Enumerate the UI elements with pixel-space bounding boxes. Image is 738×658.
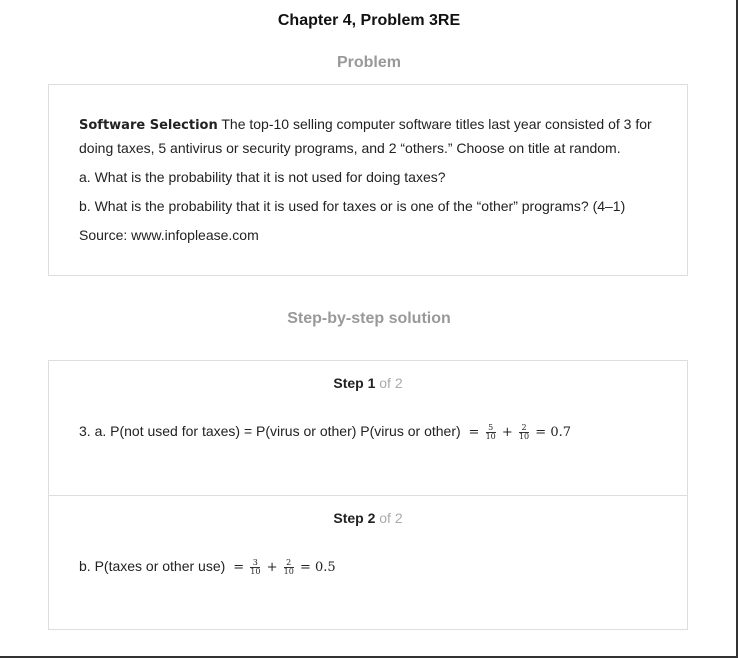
step-1-fraction-1 [486, 424, 496, 441]
problem-heading: Problem [336, 54, 401, 71]
step-1-fraction-2 [519, 424, 529, 441]
step-1-eq: = [468, 425, 480, 440]
problem-intro-text: The top-10 selling computer software titles last year consisted of 3 for doing taxes, 5 antivirus or security programs, and 2 “others.” Choose on title at random. [79, 116, 652, 156]
step-2-f2-den: 10 [283, 567, 294, 576]
step-1-math [469, 425, 571, 440]
step-1-statement: 3. a. P(not used for taxes) = P(virus or other) P(virus or other) [79, 423, 461, 439]
page-title: Chapter 4, Problem 3RE [277, 12, 461, 29]
problem-part-a: a. What is the probability that it is not used for doing taxes? [79, 169, 446, 185]
step-2-fraction-2 [284, 559, 294, 576]
step-1-header [49, 375, 687, 391]
step-2-plus: + [266, 560, 278, 575]
solution-heading: Step-by-step solution [287, 310, 451, 327]
step-2-of: of 2 [375, 510, 403, 526]
step-1-f1-den: 10 [485, 432, 496, 441]
problem-lead: Software Selection [79, 118, 218, 133]
step-1-of: of 2 [375, 375, 403, 391]
step-1-result: = 0.7 [535, 425, 571, 440]
step-2-text [79, 558, 336, 576]
problem-box [48, 84, 688, 276]
step-2-fraction-1 [250, 559, 260, 576]
step-1 [49, 361, 687, 495]
step-1-f2-num: 2 [519, 424, 529, 433]
step-2-f1-den: 10 [250, 567, 261, 576]
step-2-f2-num: 2 [284, 559, 294, 568]
step-1-plus: + [501, 425, 513, 440]
problem-intro [79, 113, 657, 160]
step-2-math [233, 560, 335, 575]
step-2-eq: = [233, 560, 245, 575]
step-1-f2-den: 10 [518, 432, 530, 441]
step-1-text [79, 423, 571, 441]
step-2 [49, 495, 687, 629]
step-1-f1-num: 5 [486, 424, 496, 433]
problem-source: Source: www.infoplease.com [79, 227, 259, 243]
steps-box [48, 360, 688, 630]
step-2-statement: b. P(taxes or other use) [79, 558, 226, 574]
step-2-result: = 0.5 [299, 560, 336, 575]
problem-part-b: b. What is the probability that it is used for taxes or is one of the “other” programs? (4–1) [79, 198, 626, 214]
step-1-label: Step 1 [333, 375, 376, 391]
step-2-f1-num: 3 [250, 559, 260, 568]
step-2-label: Step 2 [333, 510, 376, 526]
step-2-header [49, 510, 687, 526]
